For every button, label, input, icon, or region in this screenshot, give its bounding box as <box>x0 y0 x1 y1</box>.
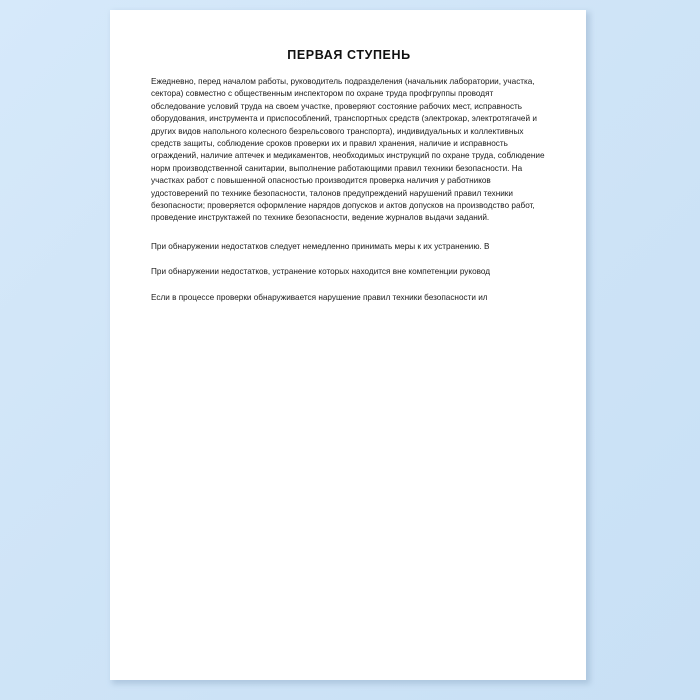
paragraph-3: При обнаружении недостатков, устранение которых находится вне компетенции руковод <box>151 267 491 277</box>
page-title: ПЕРВАЯ СТУПЕНЬ <box>287 48 411 62</box>
document-page <box>110 10 586 680</box>
document-body <box>151 48 547 317</box>
paragraph-1: Ежедневно, перед началом работы, руководитель подразделения (начальник лаборатории, участка, сектора) совместно с общественным инспектором по охране труда профгруппы проводят обследование условий труда на своем участке, проверяют состояние рабочих мест, исправность оборудования, инструмента и приспособлений, транспортных средств (электрокар, электротягачей и других видов напольного колесного безрельсового транспорта), индивидуальных и коллективных средств защиты, соблюдение сроков проверки их и правил хранения, наличие и исправность ограждений, наличие аптечек и медикаментов, необходимых инструкций по охране труда, соблюдение норм производственной санитарии, выполнение работающими правил техники безопасности. На участках работ с повышенной опасностью производится проверка наличия у работников удостоверений по технике безопасности, талонов предупреждений нарушений правил техники безопасности; проверяется оформление нарядов допусков и актов допусков на производство работ, проведение инструктажей по технике безопасности, ведение журналов выдачи заданий. <box>151 77 545 223</box>
paragraph-2: При обнаружении недостатков следует немедленно принимать меры к их устранению. В <box>151 241 490 251</box>
paragraph-4: Если в процессе проверки обнаруживается нарушение правил техники безопасности ил <box>151 292 488 302</box>
